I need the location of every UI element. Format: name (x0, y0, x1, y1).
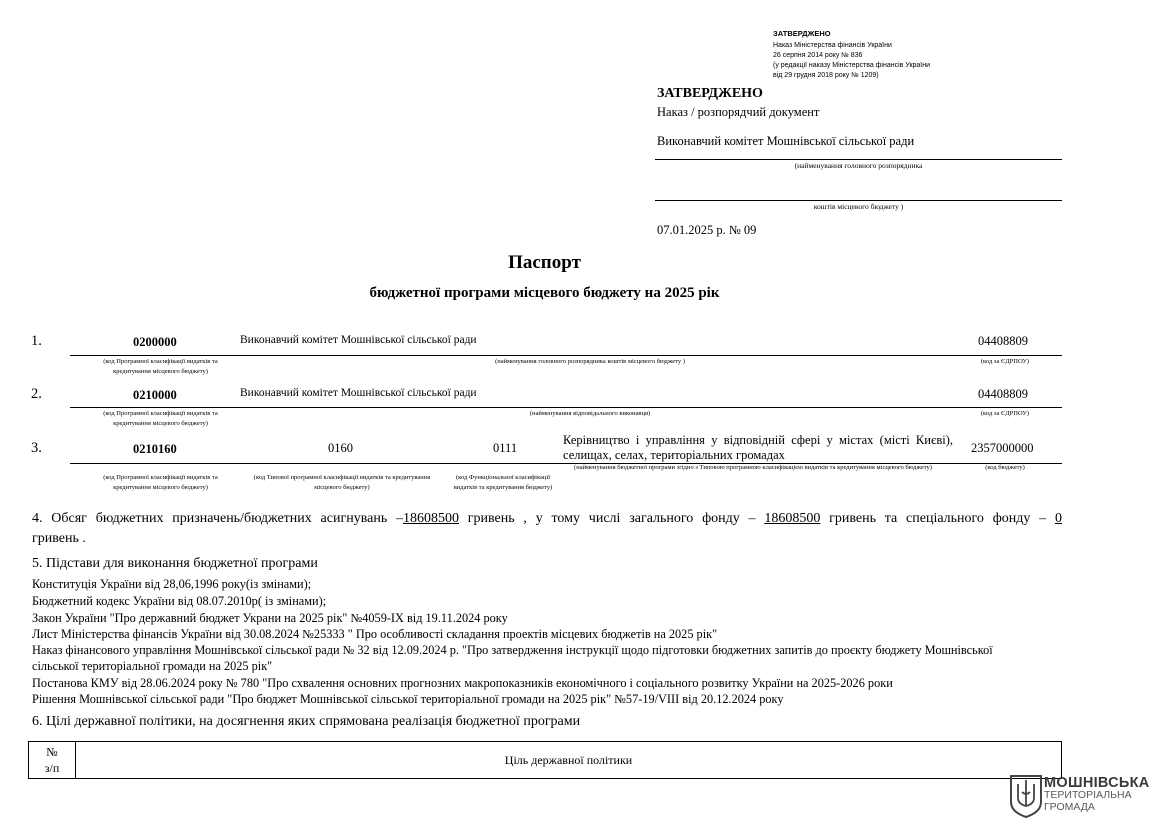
row-2-edrpou: 04408809 (978, 387, 1028, 401)
row-3-number: 3. (31, 440, 42, 456)
row-2-name: Виконавчий комітет Мошнівської сільської ради (240, 387, 477, 399)
row-3-functional-code: 0111 (493, 441, 518, 455)
section-4-part-2: гривень , у тому числі загального фонду – (459, 511, 765, 526)
approval-org: Виконавчий комітет Мошнівської сільської ради (657, 134, 915, 148)
row-3-code-caption: (код Програмної класифікації видатків та кредитування місцевого бюджету) (103, 474, 218, 491)
section-4-part-4: гривень . (32, 531, 86, 546)
row-2-number: 2. (31, 386, 42, 402)
row-2-edrpou-caption: (код за ЄДРПОУ) (980, 410, 1030, 417)
row-3-functional-caption: (код Функціональної класифікації видатків та кредитування бюджету) (453, 474, 553, 491)
approval-funds-underline (655, 200, 1062, 201)
row-3-budget-code: 2357000000 (971, 441, 1034, 455)
regulation-line-3: (у редакції наказу Міністерства фінансів України (773, 62, 931, 69)
trident-icon (1011, 776, 1041, 817)
approval-doc-type: Наказ / розпорядчий документ (657, 105, 820, 119)
goals-col-number-label-2: з/п (44, 761, 60, 775)
approval-org-caption: (найменування головного розпорядника (794, 161, 923, 170)
basis-item-6: сільської територіальної громади на 2025 рік" (32, 659, 273, 673)
regulation-line-1: Наказ Міністерства фінансів України (773, 42, 892, 49)
logo-line-3: ГРОМАДА (1044, 800, 1095, 813)
row-1-edrpou: 04408809 (978, 334, 1028, 348)
row-1-number: 1. (31, 333, 42, 349)
goals-col-number (29, 742, 76, 779)
row-3-code: 0210160 (133, 442, 177, 456)
basis-item-2: Бюджетний кодекс України від 08.07.2010р( із змінами); (32, 594, 327, 608)
row-1-name: Виконавчий комітет Мошнівської сільської ради (240, 334, 477, 346)
logo-lines-2-3 (1044, 790, 1132, 813)
goals-table (28, 741, 1062, 779)
basis-item-8: Рішення Мошнівської сільської ради "Про бюджет Мошнівської сільської територіальної громади на 2025 рік" №57-19/VIII від 20.12.2024 року (32, 692, 784, 706)
logo-line-2: ТЕРИТОРІАЛЬНА (1044, 789, 1132, 801)
basis-item-3: Закон України "Про державний бюджет Украни на 2025 рік" №4059-IX від 19.11.2024 року (32, 611, 508, 625)
passport-title: Паспорт (508, 252, 581, 273)
section-5-title: 5. Підстави для виконання бюджетної програми (32, 556, 318, 571)
row-1-edrpou-caption: (код за ЄДРПОУ) (980, 358, 1030, 365)
basis-item-7: Постанова КМУ від 28.06.2024 року № 780 "Про схвалення основних прогнозних макропоказників економічного і соціального розвитку України на 2025-2026 роки (32, 676, 893, 690)
row-3-budget-caption: (код бюджету) (985, 464, 1025, 471)
special-fund-amount: 0 (1054, 511, 1062, 526)
approval-org-underline (655, 159, 1062, 160)
row-2-code: 0210000 (133, 388, 177, 402)
row-3-program-name: Керівництво і управління у відповідній сфері у містах (місті Києві), селищах, селах, територіальних громадах (563, 433, 953, 462)
general-fund-amount: 18608500 (764, 511, 821, 526)
approval-title: ЗАТВЕРДЖЕНО (657, 86, 763, 101)
row-3-typical-code: 0160 (328, 441, 353, 455)
basis-item-1: Конституція України від 28,06,1996 року(із змінами); (32, 577, 312, 591)
row-1-code: 0200000 (133, 335, 177, 349)
section-4-part-3: гривень та спеціального фонду – (820, 511, 1055, 526)
section-4-part-1: 4. Обсяг бюджетних призначень/бюджетних асигнувань – (32, 511, 403, 526)
row-3-name-caption: (найменування бюджетної програми згідно з Типовою програмною класифікацією видатків та кредитування місцевого бюджету) (574, 464, 932, 471)
row-1-code-caption: (код Програмної класифікації видатків та кредитування місцевого бюджету) (103, 358, 218, 375)
section-4-text (32, 509, 1062, 529)
row-2-underline (70, 407, 1062, 408)
basis-item-5: Наказ фінансового управління Мошнівської сільської ради № 32 від 12.09.2024 р. "Про затвердження інструкції щодо підготовки бюджетних запитів до проєкту бюджету Мошнівської (32, 643, 993, 657)
approval-funds-caption: коштів місцевого бюджету ) (813, 202, 904, 211)
goals-col-goal: Ціль державної політики (76, 742, 1062, 779)
row-2-code-caption: (код Програмної класифікації видатків та кредитування місцевого бюджету) (103, 410, 218, 427)
passport-subtitle: бюджетної програми місцевого бюджету на 2025 рік (369, 285, 720, 301)
row-1-name-caption: (найменування головного розпорядника коштів місцевого бюджету ) (495, 358, 685, 365)
regulation-approved-title: ЗАТВЕРДЖЕНО (773, 29, 831, 38)
basis-item-4: Лист Міністерства фінансів України від 30.08.2024 №25333 " Про особливості складання проектів місцевих бюджетів на 2025 рік" (32, 627, 718, 641)
logo-line-1: МОШНІВСЬКА (1044, 775, 1150, 791)
goals-table-header-row (29, 742, 1062, 779)
row-2-name-caption: (найменування відповідального виконавця) (529, 410, 651, 417)
section-6-title: 6. Цілі державної політики, на досягнення яких спрямована реалізація бюджетної програми (32, 714, 581, 729)
row-3-typical-caption: (код Типової програмної класифікації видатків та кредитування місцевого бюджету) (253, 474, 431, 491)
row-1-underline (70, 355, 1062, 356)
approval-date-number: 07.01.2025 р. № 09 (657, 223, 757, 237)
total-amount: 18608500 (403, 511, 459, 526)
regulation-line-4: від 29 грудня 2018 року № 1209) (773, 72, 879, 79)
regulation-line-2: 26 серпня 2014 року № 836 (773, 52, 863, 59)
goals-col-number-label: № (46, 745, 58, 759)
